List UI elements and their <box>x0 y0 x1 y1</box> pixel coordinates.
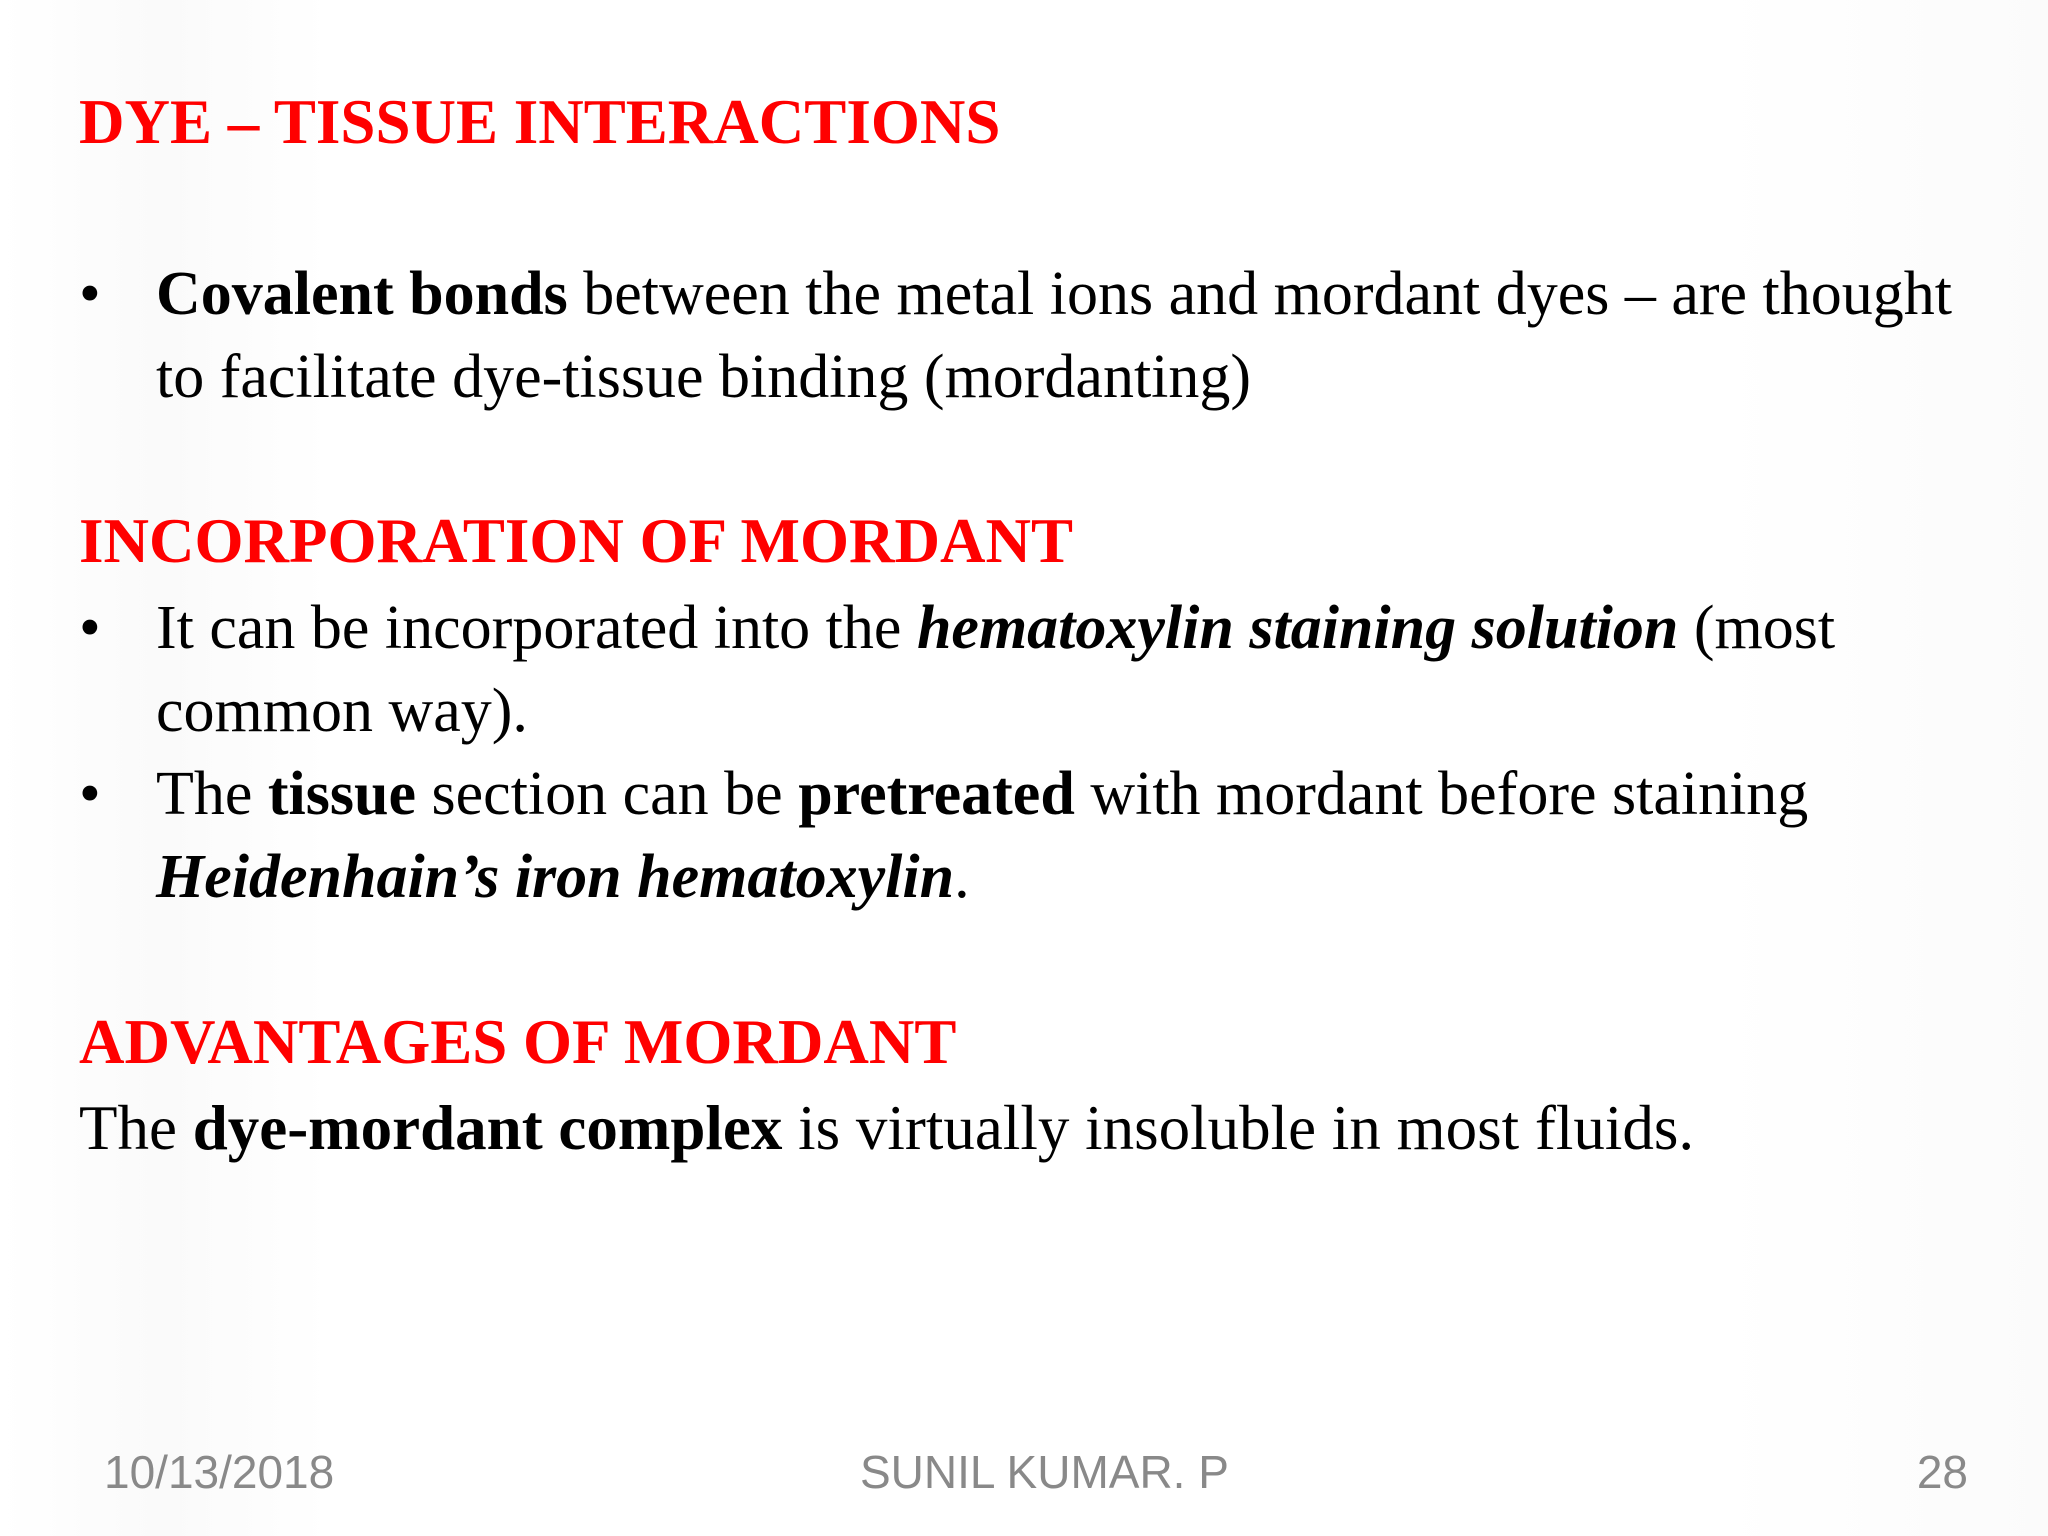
footer-date: 10/13/2018 <box>104 1446 335 1498</box>
heading-incorporation-of-mordant: INCORPORATION OF MORDANT <box>79 506 1073 576</box>
footer-page-number: 28 <box>1916 1446 1968 1498</box>
bullet-text <box>156 753 1979 919</box>
bullet-staining-solution <box>79 587 1979 753</box>
bold-term: dye-mordant complex <box>192 1093 783 1163</box>
text-run: between the metal ions and mordant dyes – are thought to facilitate dye-tissue binding (mordanting) <box>156 260 1953 411</box>
bold-term: tissue <box>267 760 417 828</box>
bullet-glyph: • <box>79 760 101 828</box>
text-run: is virtually insoluble in most fluids. <box>782 1093 1695 1163</box>
text-run: . <box>954 843 970 911</box>
text-run: The <box>156 760 268 828</box>
advantages-paragraph <box>79 1087 1694 1170</box>
bullet-text <box>156 587 1979 753</box>
bullet-text <box>156 253 1979 419</box>
bold-term: Covalent bonds <box>156 260 568 328</box>
text-run: It can be incorporated into the <box>156 594 917 662</box>
slide-title: DYE – TISSUE INTERACTIONS <box>79 87 1001 157</box>
bullet-covalent-bonds <box>79 253 1979 419</box>
text-run: section can be <box>416 760 799 828</box>
bullet-glyph: • <box>79 260 101 328</box>
bold-italic-term: hematoxylin staining solution <box>916 594 1679 662</box>
text-run: The <box>79 1093 193 1163</box>
bullet-tissue-pretreated <box>79 753 1979 919</box>
text-run: (most common way). <box>156 594 1836 745</box>
footer-author: SUNIL KUMAR. P <box>860 1446 1229 1498</box>
bold-italic-term: Heidenhain’s iron hematoxylin <box>156 843 955 911</box>
text-run: with mordant before staining <box>1074 760 1809 828</box>
bold-term: pretreated <box>798 760 1075 828</box>
heading-advantages-of-mordant: ADVANTAGES OF MORDANT <box>79 1007 957 1077</box>
bullet-glyph: • <box>79 594 101 662</box>
